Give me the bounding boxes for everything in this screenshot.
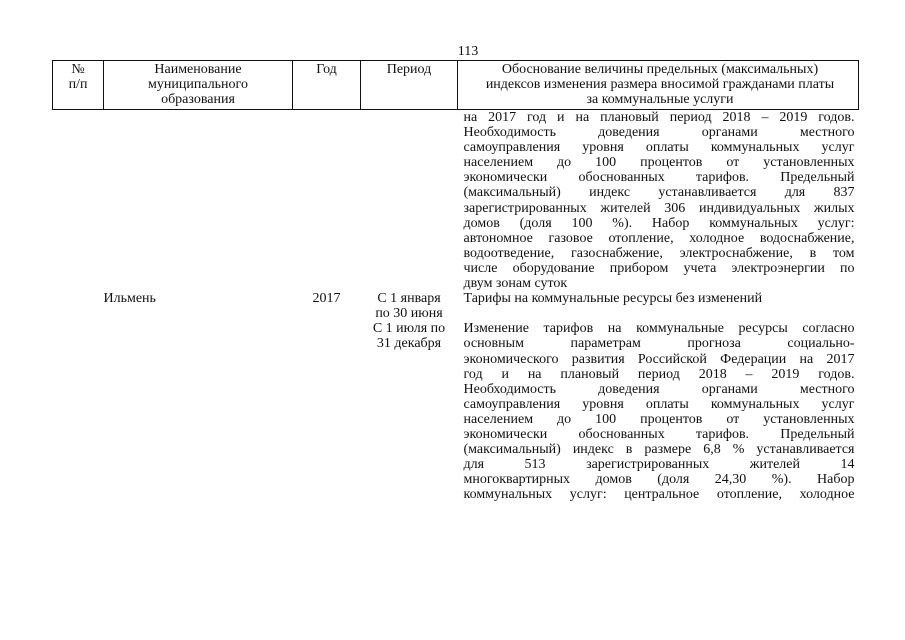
period-cell-1: [361, 291, 458, 321]
table-header-row: [53, 61, 859, 110]
text-line: домов (доля 100 %). Набор коммунальных услуг:: [463, 215, 855, 231]
text-line: автономное газовое отопление, холодное водоснабжение,: [463, 230, 855, 246]
text-line: Необходимость доведения органами местного: [463, 125, 855, 141]
text-line: числе оборудование прибором учета электроэнергии по: [463, 260, 855, 276]
continuation-text: [458, 110, 859, 292]
text-line: Необходимость доведения органами местного: [463, 381, 855, 397]
period-line: по 30 июня: [375, 306, 443, 322]
table-row: [53, 321, 859, 502]
text-line: на 2017 год и на плановый период 2018 – 2019 годов.: [463, 110, 855, 125]
text-line: (максимальный) индекс в размере 6,8 % устанавливается: [463, 442, 855, 458]
text-line: (максимальный) индекс устанавливается для 837: [463, 185, 855, 201]
period2-justification: [458, 321, 859, 502]
text-line: населением до 100 процентов от установленных: [463, 155, 855, 171]
text-line: для 513 зарегистрированных жителей 14: [463, 457, 855, 473]
text-line: населением до 100 процентов от установленных: [463, 411, 855, 427]
period1-justification: [458, 291, 859, 321]
text-line: экономически обоснованных тарифов. Предельный: [463, 170, 855, 186]
period-line: С 1 июля по: [372, 321, 446, 337]
table-row: [53, 291, 859, 321]
text-line: основным параметрам прогноза социально-: [463, 336, 855, 352]
period-line: 31 декабря: [376, 336, 442, 352]
text-line: двум зонам суток: [463, 276, 568, 292]
header-municipality: Наименование муниципального образования: [104, 61, 293, 110]
text-line: зарегистрированных жителей 306 индивидуальных жилых: [463, 200, 855, 216]
header-number: № п/п: [53, 61, 104, 110]
text-line: экономического развития Российской Федерации на 2017: [463, 351, 855, 367]
period-line: С 1 января: [377, 291, 441, 307]
year-cell: 2017: [312, 291, 341, 307]
text-line: год и на плановый период 2018 – 2019 годов.: [463, 366, 855, 382]
tariff-table: [52, 60, 859, 502]
header-justification: Обоснование величины предельных (максимальных) индексов изменения размера вносимой гражданами платы за коммунальные услуги: [458, 61, 859, 110]
page-number: 113: [457, 44, 479, 59]
header-year: Год: [293, 61, 361, 110]
continuation-row: [53, 110, 859, 292]
municipality-name: Ильмень: [103, 291, 156, 307]
header-period: Период: [361, 61, 458, 110]
text-line: экономически обоснованных тарифов. Предельный: [463, 426, 855, 442]
period-cell-2: [361, 321, 458, 502]
text-line: самоуправления уровня оплаты коммунальных услуг: [463, 396, 855, 412]
text-line: коммунальных услуг: центральное отопление, холодное: [463, 487, 855, 503]
text-line: Тарифы на коммунальные ресурсы без изменений: [463, 291, 763, 307]
text-line: многоквартирных домов (доля 24,30 %). Набор: [463, 472, 855, 488]
text-line: водоотведение, газоснабжение, электроснабжение, в том: [463, 245, 855, 261]
text-line: Изменение тарифов на коммунальные ресурсы согласно: [463, 321, 855, 337]
text-line: самоуправления уровня оплаты коммунальных услуг: [463, 140, 855, 156]
